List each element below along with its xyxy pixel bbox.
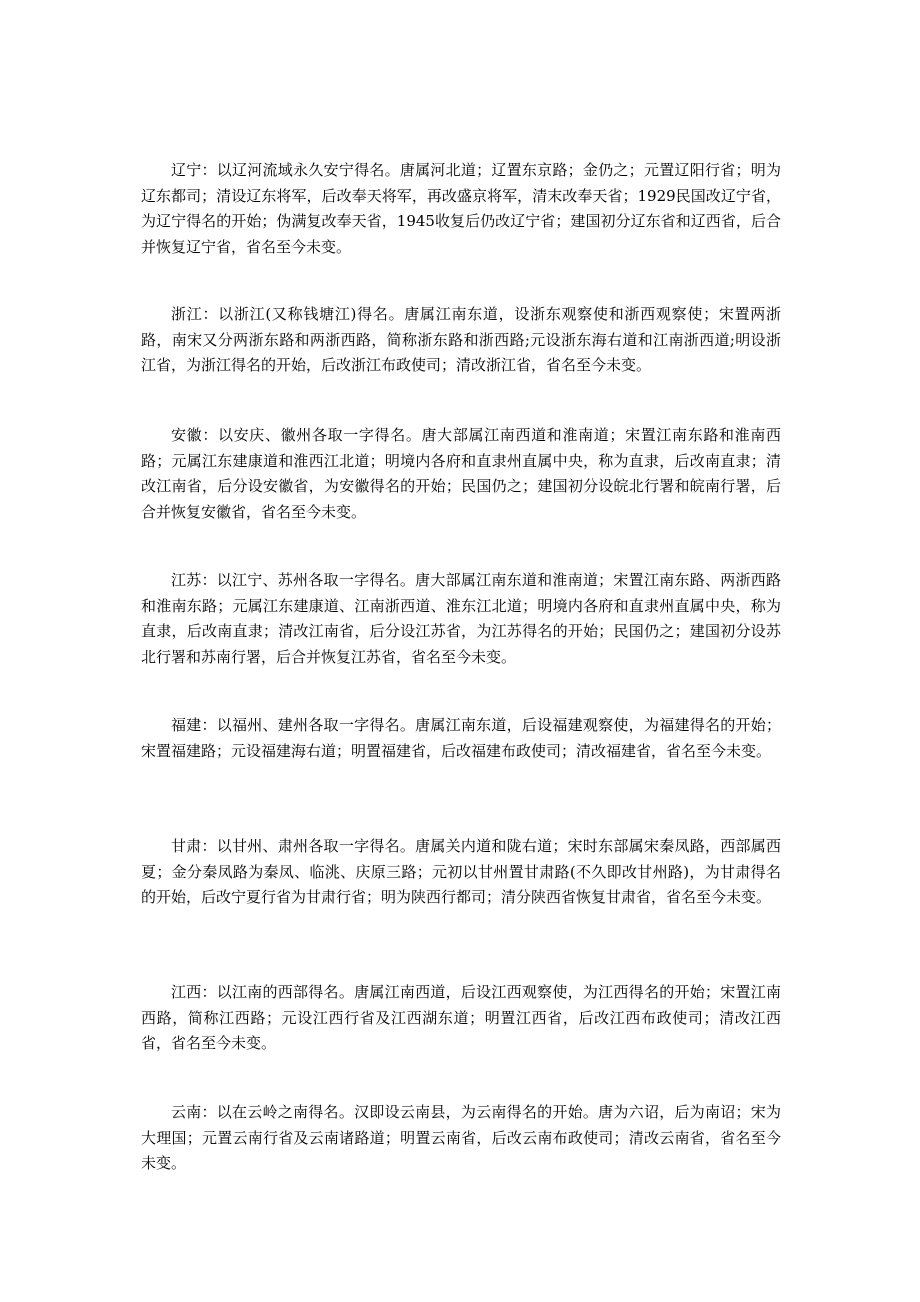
paragraph-fujian: 福建：以福州、建州各取一字得名。唐属江南东道，后设福建观察使，为福建得名的开始；宋置福建路；元设福建海右道；明置福建省，后改福建布政使司；清改福建省，省名至今未变。 (141, 716, 781, 760)
paragraph-gansu: 甘肃：以甘州、肃州各取一字得名。唐属关内道和陇右道；宋时东部属宋秦凤路，西部属西夏；金分秦凤路为秦凤、临洮、庆原三路；元初以甘州置甘肃路(不久即改甘州路)，为甘肃得名的开始，后改宁夏行省为甘肃行省；明为陕西行都司；清分陕西省恢复甘肃省，省名至今未变。 (141, 837, 781, 906)
paragraph-anhui: 安徽：以安庆、徽州各取一字得名。唐大部属江南西道和淮南道；宋置江南东路和淮南西路；元属江东建康道和淮西江北道；明境内各府和直隶州直属中央，称为直隶，后改南直隶；清改江南省，后分设安徽省，为安徽得名的开始；民国仍之；建国初分设皖北行署和皖南行署，后合并恢复安徽省，省名至今未变。 (141, 426, 781, 521)
paragraph-zhejiang: 浙江：以浙江(又称钱塘江)得名。唐属江南东道，设浙东观察使和浙西观察使；宋置两浙路，南宋又分两浙东路和两浙西路，简称浙东路和浙西路;元设浙东海右道和江南浙西道;明设浙江省，为浙江得名的开始，后改浙江布政使司；清改浙江省，省名至今未变。 (141, 305, 781, 374)
paragraph-jiangxi: 江西：以江南的西部得名。唐属江南西道，后设江西观察使，为江西得名的开始；宋置江南西路，简称江西路；元设江西行省及江西湖东道；明置江西省，后改江西布政使司；清改江西省，省名至今未变。 (141, 983, 781, 1052)
paragraph-yunnan: 云南：以在云岭之南得名。汉即设云南县，为云南得名的开始。唐为六诏，后为南诏；宋为大理国；元置云南行省及云南诸路道；明置云南省，后改云南布政使司；清改云南省，省名至今未变。 (141, 1103, 781, 1172)
paragraph-liaoning: 辽宁：以辽河流域永久安宁得名。唐属河北道；辽置东京路；金仍之；元置辽阳行省；明为辽东都司；清设辽东将军，后改奉天将军，再改盛京将军，清末改奉天省；1929民国改辽宁省，为辽宁得名的开始；伪满复改奉天省，1945收复后仍改辽宁省；建国初分辽东省和辽西省，后合并恢复辽宁省，省名至今未变。 (141, 161, 781, 256)
paragraph-jiangsu: 江苏：以江宁、苏州各取一字得名。唐大部属江南东道和淮南道；宋置江南东路、两浙西路和淮南东路；元属江东建康道、江南浙西道、淮东江北道；明境内各府和直隶州直属中央，称为直隶，后改南直隶；清改江南省，后分设江苏省，为江苏得名的开始；民国仍之；建国初分设苏北行署和苏南行署，后合并恢复江苏省，省名至今未变。 (141, 571, 781, 666)
